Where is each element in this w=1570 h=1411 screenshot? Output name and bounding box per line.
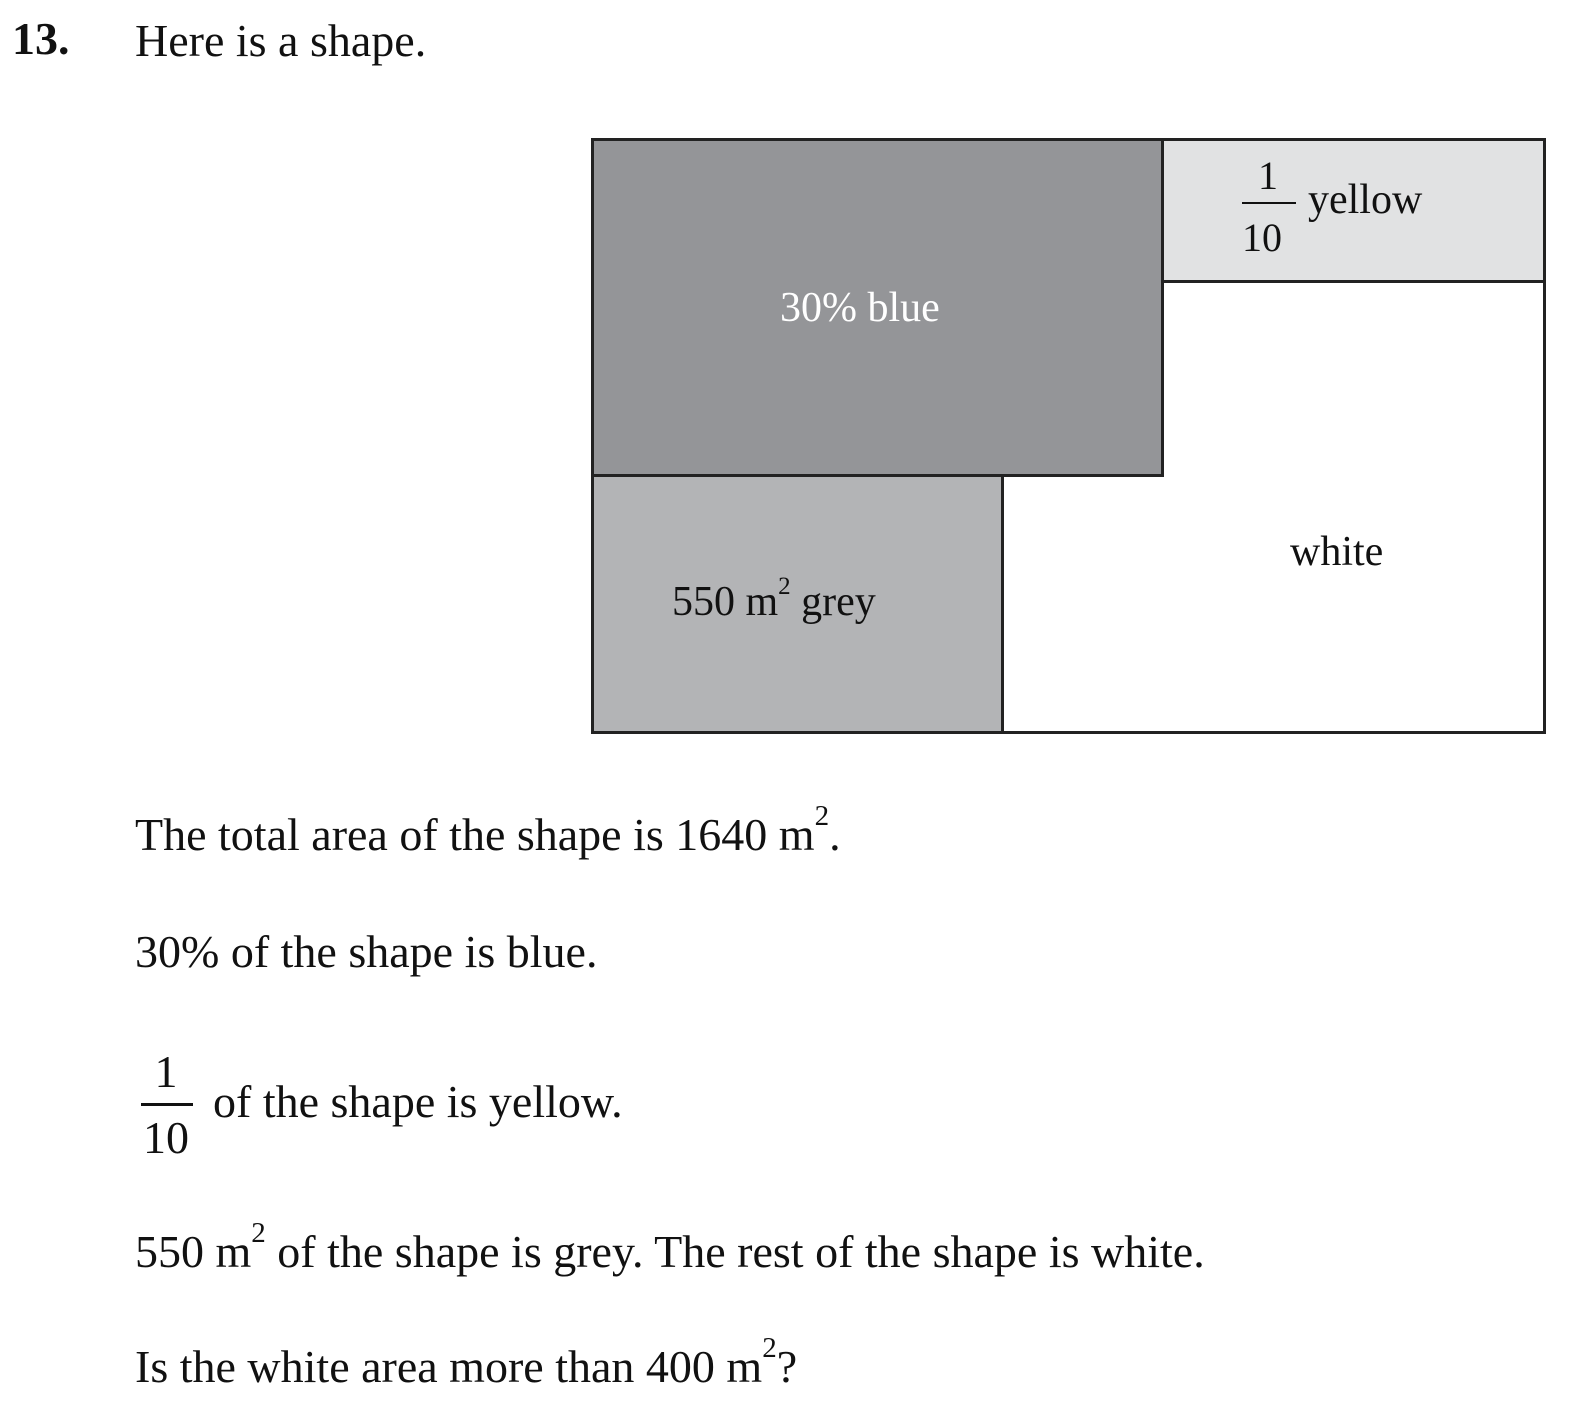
question-number: 13.: [12, 13, 70, 64]
fraction-bar: [141, 1103, 193, 1106]
fraction-denominator: 10: [143, 1112, 189, 1163]
question-intro: Here is a shape.: [135, 15, 427, 66]
yellow-statement-text: of the shape is yellow.: [213, 1076, 623, 1127]
total-area-period: .: [829, 809, 841, 860]
total-area-text: The total area of the shape is 1640 m: [135, 809, 815, 860]
grey-statement-text: of the shape is grey. The rest of the shape is white.: [265, 1226, 1205, 1277]
yellow-label: [1238, 150, 1498, 270]
yellow-label-word: yellow: [1308, 177, 1423, 223]
question-prompt-text: Is the white area more than 400 m: [135, 1341, 763, 1392]
grey-label-value: 550 m: [672, 579, 779, 625]
yellow-label-fraction-bar: [1242, 202, 1296, 204]
grey-statement-value: 550 m: [135, 1226, 252, 1277]
statement-grey: [135, 1217, 1205, 1278]
statement-blue: 30% of the shape is blue.: [135, 926, 598, 977]
grey-label-word: grey: [801, 579, 876, 625]
statement-total-area: [135, 800, 841, 861]
white-label: white: [1290, 529, 1384, 575]
grey-label-exponent: 2: [778, 573, 791, 600]
blue-label: 30% blue: [780, 285, 940, 331]
total-area-exponent: 2: [814, 800, 830, 832]
fraction-numerator: 1: [154, 1046, 178, 1097]
question-prompt-mark: ?: [776, 1341, 798, 1392]
grey-label: [672, 573, 876, 626]
yellow-label-denominator: 10: [1242, 215, 1282, 260]
question-prompt: [135, 1332, 798, 1393]
yellow-label-numerator: 1: [1258, 153, 1278, 198]
grey-statement-exponent: 2: [251, 1217, 266, 1249]
question-prompt-exponent: 2: [762, 1332, 777, 1364]
